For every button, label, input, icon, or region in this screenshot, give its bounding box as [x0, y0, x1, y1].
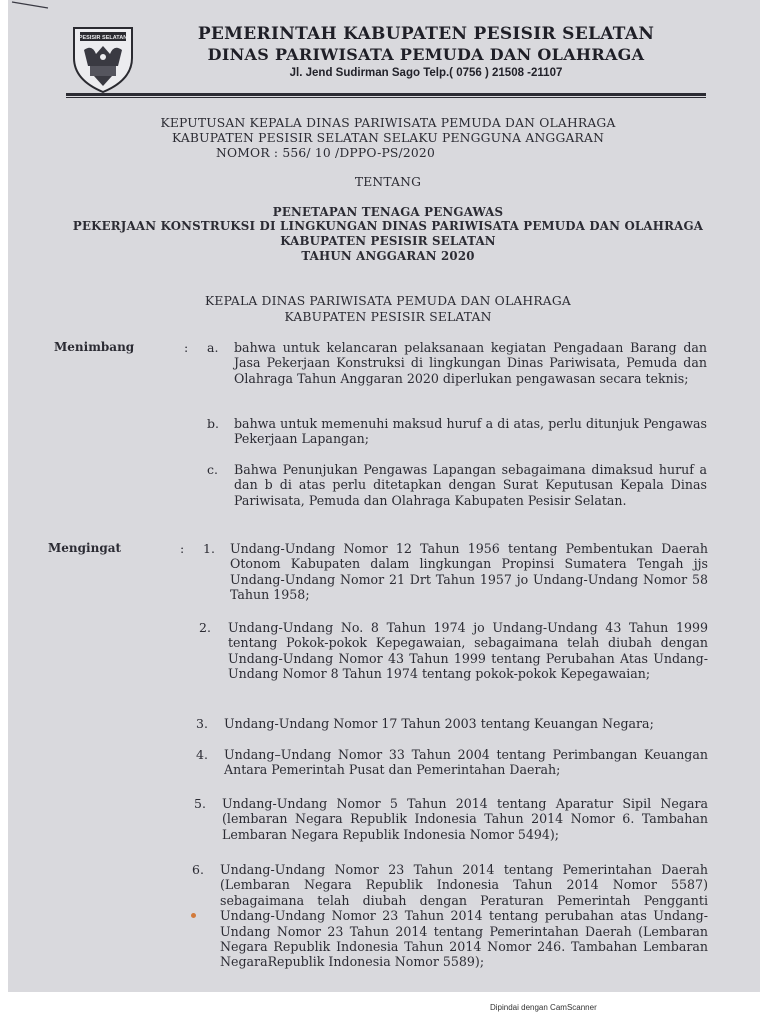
mengingat-marker-2: 2.	[199, 620, 211, 635]
issuer-line-1: KEPALA DINAS PARIWISATA PEMUDA DAN OLAHRAGA	[205, 294, 571, 308]
subject-line-2: PEKERJAAN KONSTRUKSI DI LINGKUNGAN DINAS PARIWISATA PEMUDA DAN OLAHRAGA	[72, 219, 704, 233]
letterhead-address: Jl. Jend Sudirman Sago Telp.( 0756 ) 21508 -21107	[289, 67, 563, 79]
issuer-line-2: KABUPATEN PESISIR SELATAN	[284, 310, 492, 324]
mengingat-marker-3: 3.	[196, 716, 208, 731]
mengingat-label: Mengingat	[48, 541, 122, 555]
letterhead	[146, 24, 706, 79]
mengingat-item-3: Undang-Undang Nomor 17 Tahun 2003 tentang Keuangan Negara;	[224, 716, 654, 731]
ink-dot-icon	[191, 913, 196, 918]
mengingat-marker-6: 6.	[192, 862, 204, 877]
decree-tentang: TENTANG	[354, 175, 422, 189]
mengingat-item-2: Undang-Undang No. 8 Tahun 1974 jo Undang-Undang 43 Tahun 1999 tentang Pokok-pokok Kepegawaian, sebagaimana telah diubah dengan Undang-Undang Nomor 43 Tahun 1999 tentang Perubahan Atas Undang-Undang Nomor 8 Tahun 1974 tentang pokok-pokok Kepegawaian;	[228, 620, 708, 682]
menimbang-marker-a: a.	[207, 340, 219, 355]
decree-line-1: KEPUTUSAN KEPALA DINAS PARIWISATA PEMUDA DAN OLAHRAGA	[160, 116, 616, 130]
mengingat-item-6: Undang-Undang Nomor 23 Tahun 2014 tentang Pemerintahan Daerah (Lembaran Negara Republik Indonesia Tahun 2014 Nomor 5587) sebagaimana telah diubah dengan Peraturan Pemerintah Pengganti Undang-Undang Nomor 23 Tahun 2014 tentang perubahan atas Undang-Undang Nomor 23 Tahun 2014 tentang Pemerintahan Daerah (Lembaran Negara Republik Indonesia Tahun 2014 Nomor 246. Tambahan Lembaran NegaraRepublik Indonesia Nomor 5589);	[220, 862, 708, 970]
menimbang-marker-b: b.	[207, 416, 219, 431]
subject-line-3: KABUPATEN PESISIR SELATAN	[280, 234, 496, 248]
letterhead-rule-thick	[66, 93, 706, 96]
document-page	[8, 0, 760, 992]
mengingat-marker-1: 1.	[203, 541, 215, 556]
mengingat-colon: :	[180, 541, 185, 556]
decree-line-2: KABUPATEN PESISIR SELATAN SELAKU PENGGUNA ANGGARAN	[171, 131, 605, 145]
mengingat-item-4: Undang–Undang Nomor 33 Tahun 2004 tentang Perimbangan Keuangan Antara Pemerintah Pusat dan Pemerintahan Daerah;	[224, 747, 708, 778]
mengingat-item-1: Undang-Undang Nomor 12 Tahun 1956 tentang Pembentukan Daerah Otonom Kabupaten dalam lingkungan Propinsi Sumatera Tengah jjs Undang-Undang Nomor 21 Drt Tahun 1957 jo Undang-Undang Nomor 58 Tahun 1958;	[230, 541, 708, 603]
menimbang-item-a: bahwa untuk kelancaran pelaksanaan kegiatan Pengadaan Barang dan Jasa Pekerjaan Konstruksi di lingkungan Dinas Pariwisata, Pemuda dan Olahraga Tahun Anggaran 2020 diperlukan pengawasan secara teknis;	[234, 340, 707, 386]
subject-line-4: TAHUN ANGGARAN 2020	[301, 249, 475, 263]
menimbang-marker-c: c.	[207, 462, 218, 477]
pen-mark-icon	[8, 0, 68, 12]
mengingat-marker-4: 4.	[196, 747, 208, 762]
mengingat-marker-5: 5.	[194, 796, 206, 811]
menimbang-item-b: bahwa untuk memenuhi maksud huruf a di atas, perlu ditunjuk Pengawas Pekerjaan Lapangan;	[234, 416, 707, 447]
regency-emblem-logo	[70, 24, 136, 94]
menimbang-colon: :	[184, 340, 189, 355]
letterhead-government: PEMERINTAH KABUPATEN PESISIR SELATAN	[197, 24, 655, 44]
menimbang-item-c: Bahwa Penunjukan Pengawas Lapangan sebagaimana dimaksud huruf a dan b di atas perlu ditetapkan dengan Surat Keputusan Kepala Dinas Pariwisata, Pemuda dan Olahraga Kabupaten Pesisir Selatan.	[234, 462, 707, 508]
scanner-watermark: Dipindai dengan CamScanner	[490, 1003, 597, 1012]
letterhead-rule-thin	[66, 97, 706, 98]
menimbang-label: Menimbang	[54, 340, 135, 354]
emblem-text: PESISIR SELATAN	[78, 35, 128, 41]
decree-number: NOMOR : 556/ 10 /DPPO-PS/2020	[216, 146, 435, 160]
subject-line-1: PENETAPAN TENAGA PENGAWAS	[272, 205, 504, 219]
letterhead-agency: DINAS PARIWISATA PEMUDA DAN OLAHRAGA	[207, 45, 645, 64]
mengingat-item-5: Undang-Undang Nomor 5 Tahun 2014 tentang Aparatur Sipil Negara (lembaran Negara Republik Indonesia Tahun 2014 Nomor 6. Tambahan Lembaran Negara Republik Indonesia Nomor 5494);	[222, 796, 708, 842]
